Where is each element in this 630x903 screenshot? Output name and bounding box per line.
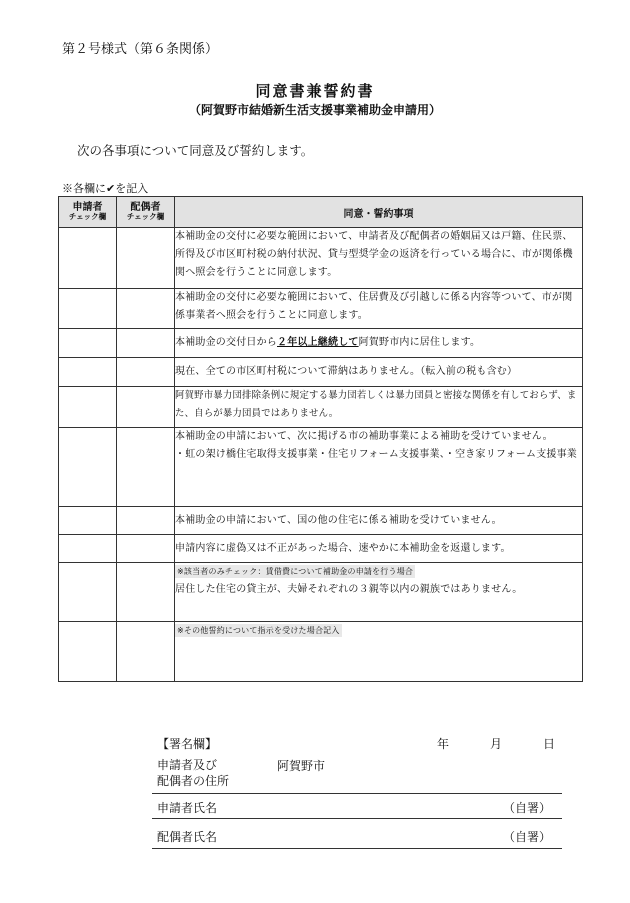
- applicant-checkbox[interactable]: [59, 387, 117, 428]
- applicant-checkbox[interactable]: [59, 507, 117, 535]
- check-instruction: [62, 180, 148, 196]
- form-number: 第２号様式（第６条関係）: [62, 42, 219, 57]
- table-row: [59, 563, 583, 622]
- item-text: 現在、全ての市区町村税について滞納はありません。（転入前の税も含む）: [175, 358, 583, 387]
- table-row: [59, 358, 583, 387]
- table-row: [59, 622, 583, 682]
- table-row: [59, 535, 583, 563]
- header-item: 同意・誓約事項: [175, 197, 583, 228]
- spouse-checkbox[interactable]: [117, 228, 175, 289]
- date-year[interactable]: 年: [437, 737, 450, 751]
- spouse-checkbox[interactable]: [117, 428, 175, 507]
- item-text: 申請内容に虚偽又は不正があった場合、速やかに本補助金を返還します。: [175, 535, 583, 563]
- header-applicant-check: 申請者 チェック欄: [59, 197, 117, 228]
- spouse-name-label: 配偶者氏名: [157, 830, 218, 844]
- emphasis-text: ２年以上継続して: [277, 337, 359, 348]
- item-text: 本補助金の申請において、次に掲げる市の補助事業による補助を受けていません。 ・虹の架け橋住宅取得支援事業・住宅リフォーム支援事業、・空き家リフォーム支援事業: [175, 428, 583, 507]
- applicant-checkbox[interactable]: [59, 289, 117, 329]
- applicant-checkbox[interactable]: [59, 428, 117, 507]
- item-text: ※該当者のみチェック：賃借費について補助金の申請を行う場合 居住した住宅の貸主が、夫婦それぞれの３親等以内の親族ではありません。: [175, 563, 583, 622]
- checkmark-icon: ✔: [106, 182, 116, 195]
- applicant-checkbox[interactable]: [59, 358, 117, 387]
- spouse-checkbox[interactable]: [117, 563, 175, 622]
- spouse-checkbox[interactable]: [117, 289, 175, 329]
- intro-text: 次の各事項について同意及び誓約します。: [77, 143, 314, 158]
- excluded-programs: ・虹の架け橋住宅取得支援事業・住宅リフォーム支援事業、・空き家リフォーム支援事業: [175, 449, 577, 460]
- applicant-checkbox[interactable]: [59, 622, 117, 682]
- applicant-name-label: 申請者氏名: [157, 801, 218, 815]
- item-text: 本補助金の交付に必要な範囲において、申請者及び配偶者の婚姻届又は戸籍、住民票、所得及び市区町村税の納付状況、貸与型奨学金の返済を行っている場合に、市が関係機関へ照会を行うことに同意します。: [175, 228, 583, 289]
- other-pledge-note: ※その他誓約について指示を受けた場合記入: [177, 626, 340, 635]
- spouse-signature-mark: （自署）: [503, 830, 552, 844]
- spouse-checkbox[interactable]: [117, 535, 175, 563]
- date-month[interactable]: 月: [490, 737, 503, 751]
- spouse-checkbox[interactable]: [117, 507, 175, 535]
- document-title: 同意書兼誓約書: [255, 82, 375, 100]
- address-value[interactable]: 阿賀野市: [277, 759, 326, 773]
- item-text: 本補助金の申請において、国の他の住宅に係る補助を受けていません。: [175, 507, 583, 535]
- date-day[interactable]: 日: [543, 737, 556, 751]
- spouse-checkbox[interactable]: [117, 622, 175, 682]
- applicant-checkbox[interactable]: [59, 535, 117, 563]
- item-text: 阿賀野市暴力団排除条例に規定する暴力団若しくは暴力団員と密接な関係を有しておらず、また、自らが暴力団員ではありません。: [175, 387, 583, 428]
- signature-heading: 【署名欄】: [157, 737, 218, 751]
- table-row: [59, 387, 583, 428]
- applicant-checkbox[interactable]: [59, 228, 117, 289]
- table-row: [59, 507, 583, 535]
- document-subtitle: （阿賀野市結婚新生活支援事業補助金申請用）: [188, 103, 441, 117]
- other-pledge-field[interactable]: [175, 622, 583, 682]
- note-suffix: を記入: [115, 182, 149, 195]
- note-prefix: ※各欄に: [62, 182, 106, 195]
- applicant-checkbox[interactable]: [59, 563, 117, 622]
- header-spouse-check: 配偶者 チェック欄: [117, 197, 175, 228]
- table-row: [59, 289, 583, 329]
- table-header-row: [59, 197, 583, 228]
- agreement-table: [58, 196, 583, 682]
- spouse-name-line[interactable]: [152, 848, 562, 849]
- spouse-checkbox[interactable]: [117, 329, 175, 358]
- item-text: 本補助金の交付日から２年以上継続して阿賀野市内に居住します。: [175, 329, 583, 358]
- table-row: [59, 428, 583, 507]
- applicant-checkbox[interactable]: [59, 329, 117, 358]
- item-text: 本補助金の交付に必要な範囲において、住居費及び引越しに係る内容等ついて、市が関係事業者へ照会を行うことに同意します。: [175, 289, 583, 329]
- divider: [152, 793, 562, 794]
- address-label: 申請者及び 配偶者の住所: [157, 758, 230, 788]
- table-row: [59, 228, 583, 289]
- table-row: [59, 329, 583, 358]
- spouse-checkbox[interactable]: [117, 358, 175, 387]
- conditional-note: ※該当者のみチェック：賃借費について補助金の申請を行う場合: [177, 567, 414, 576]
- spouse-checkbox[interactable]: [117, 387, 175, 428]
- applicant-signature-mark: （自署）: [503, 801, 552, 815]
- applicant-name-line[interactable]: [152, 818, 562, 819]
